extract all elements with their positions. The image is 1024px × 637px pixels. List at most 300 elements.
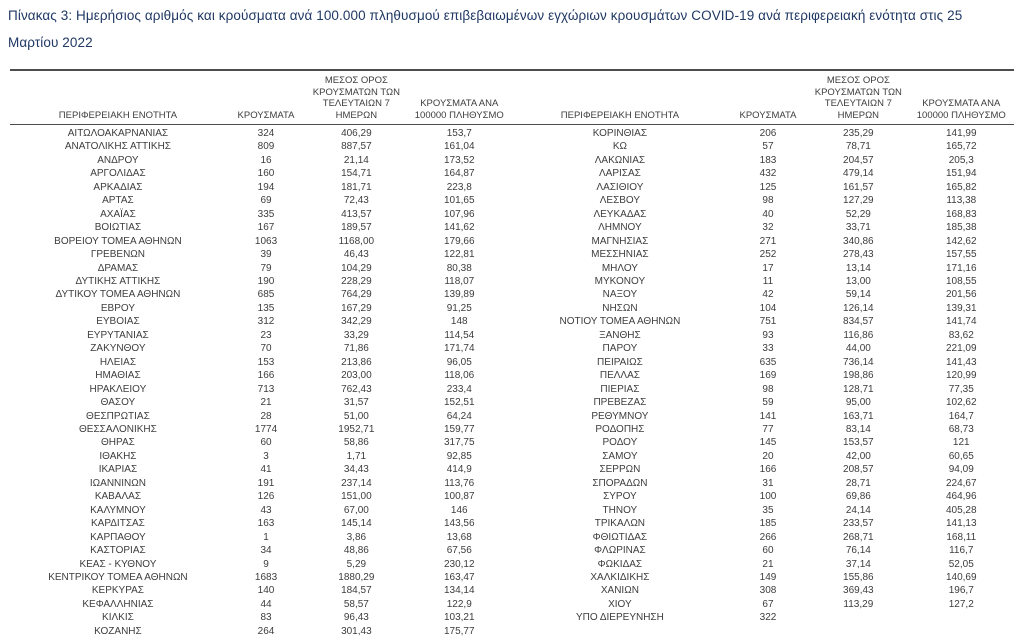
col-header-region-right: ΠΕΡΙΦΕΡΕΙΑΚΗ ΕΝΟΤΗΤΑ: [512, 70, 728, 125]
avg7-cell: 208,57: [843, 464, 874, 476]
region-cell: ΦΘΙΩΤΙΔΑΣ: [592, 531, 648, 543]
region-cell: ΦΛΩΡΙΝΑΣ: [594, 545, 646, 557]
avg7-cell: 51,00: [343, 410, 369, 422]
per100k-cell: 175,77: [443, 625, 475, 637]
region-cell: ΠΙΕΡΙΑΣ: [600, 383, 640, 395]
region-cell: ΘΑΣΟΥ: [100, 397, 136, 409]
per100k-cell: 141,43: [945, 356, 977, 368]
region-cell: ΝΗΣΩΝ: [602, 302, 638, 314]
cases-cell: 104: [759, 302, 777, 314]
per100k-cell: 60,65: [948, 450, 974, 462]
cases-cell: 40: [762, 208, 774, 220]
avg7-cell: 33,71: [845, 222, 871, 234]
region-cell: ΛΑΡΙΣΑΣ: [598, 168, 641, 180]
cases-cell: 166: [257, 370, 275, 382]
avg7-cell: 762,43: [341, 383, 372, 395]
per100k-cell: 163,47: [443, 571, 475, 583]
table-row: [10, 369, 1014, 382]
table-row: [10, 517, 1014, 530]
region-cell: ΙΚΑΡΙΑΣ: [98, 464, 138, 476]
region-cell: ΑΡΓΟΛΙΔΑΣ: [90, 168, 146, 180]
cases-cell: 98: [762, 195, 774, 207]
col-header-avg7-right: ΜΕΣΟΣ ΟΡΟΣ ΚΡΟΥΣΜΑΤΩΝ ΤΩΝ ΤΕΛΕΥΤΑΙΩΝ 7 ΗΜΕΡΩΝ: [808, 70, 908, 125]
per100k-cell: 148: [450, 316, 468, 328]
table-row: [10, 490, 1014, 503]
table-row: [10, 302, 1014, 315]
per100k-cell: 173,52: [443, 154, 475, 166]
per100k-cell: 134,14: [443, 585, 475, 597]
per100k-cell: 171,74: [443, 343, 475, 355]
region-cell: ΔΡΑΜΑΣ: [97, 262, 139, 274]
table-row: [10, 598, 1014, 611]
region-cell: ΑΡΚΑΔΙΑΣ: [93, 181, 143, 193]
table-row: [10, 383, 1014, 396]
per100k-cell: 152,51: [443, 397, 475, 409]
cases-cell: 163: [257, 518, 275, 530]
cases-cell: 194: [257, 181, 275, 193]
cases-cell: 59: [762, 397, 774, 409]
region-cell: [512, 625, 728, 637]
cases-cell: 1774: [254, 423, 278, 435]
table-row: [10, 625, 1014, 637]
region-cell: ΚΑΡΔΙΤΣΑΣ: [90, 518, 145, 530]
table-row: [10, 315, 1014, 328]
cases-cell: 809: [257, 141, 275, 153]
cases-cell: 83: [260, 612, 272, 624]
table-row: [10, 288, 1014, 301]
avg7-cell: 46,43: [343, 249, 369, 261]
region-cell: ΧΑΝΙΩΝ: [600, 585, 639, 597]
per100k-cell: 405,28: [945, 504, 977, 516]
table-row: [10, 235, 1014, 248]
avg7-cell: 340,86: [843, 235, 874, 247]
cases-cell: 67: [762, 598, 774, 610]
cases-cell: 141: [759, 410, 777, 422]
avg7-cell: 59,14: [845, 289, 871, 301]
covid-cases-table-container: [10, 69, 1014, 637]
avg7-cell: 116,86: [843, 329, 874, 341]
avg7-cell: 48,86: [343, 545, 369, 557]
avg7-cell: 1880,29: [338, 571, 375, 583]
cases-cell: 1063: [254, 235, 278, 247]
cases-cell: 685: [257, 289, 275, 301]
col-header-per100k-right: ΚΡΟΥΣΜΑΤΑ ΑΝΑ 100000 ΠΛΗΘΥΣΜΟ: [909, 70, 1014, 125]
region-cell: ΗΜΑΘΙΑΣ: [95, 370, 141, 382]
avg7-cell: 268,71: [843, 531, 874, 543]
per100k-cell: 159,77: [443, 423, 475, 435]
per100k-cell: [909, 625, 1014, 637]
per100k-cell: 122,81: [443, 249, 475, 261]
avg7-cell: 834,57: [843, 316, 874, 328]
cases-cell: 28: [260, 410, 272, 422]
per100k-cell: 108,55: [945, 275, 977, 287]
per100k-cell: 103,21: [443, 612, 475, 624]
cases-cell: 126: [257, 491, 275, 503]
avg7-cell: 42,00: [845, 450, 871, 462]
per100k-cell: 118,07: [444, 275, 475, 287]
table-row: [10, 544, 1014, 557]
avg7-cell: 181,71: [341, 181, 372, 193]
region-cell: ΛΑΣΙΘΙΟΥ: [596, 181, 644, 193]
cases-cell: 432: [759, 168, 777, 180]
per100k-cell: 464,96: [945, 491, 977, 503]
per100k-cell: 13,68: [446, 531, 472, 543]
avg7-cell: 278,43: [843, 249, 874, 261]
per100k-cell: 52,05: [948, 558, 974, 570]
cases-cell: 21: [762, 558, 774, 570]
per100k-cell: 168,83: [945, 208, 977, 220]
table-row: [10, 477, 1014, 490]
per100k-cell: 107,96: [443, 208, 475, 220]
cases-cell: 3: [263, 450, 269, 462]
region-cell: ΡΟΔΟΠΗΣ: [595, 423, 645, 435]
region-cell: ΘΕΣΣΑΛΟΝΙΚΗΣ: [79, 423, 157, 435]
per100k-cell: 317,75: [443, 437, 475, 449]
avg7-cell: 31,57: [343, 397, 369, 409]
cases-cell: [728, 625, 808, 637]
per100k-cell: 77,35: [948, 383, 974, 395]
avg7-cell: [808, 611, 908, 624]
per100k-cell: 141,99: [945, 128, 977, 139]
cases-cell: 125: [759, 181, 777, 193]
cases-cell: 44: [260, 598, 272, 610]
avg7-cell: 887,57: [341, 141, 372, 153]
cases-cell: 252: [759, 249, 777, 261]
per100k-cell: 157,55: [945, 249, 977, 261]
cases-cell: 17: [762, 262, 774, 274]
per100k-cell: 205,3: [948, 154, 974, 166]
per100k-cell: 118,06: [444, 370, 475, 382]
avg7-cell: 1168,00: [338, 235, 375, 247]
cases-cell: 39: [260, 249, 272, 261]
cases-cell: 322: [759, 612, 777, 624]
region-cell: ΚΟΖΑΝΗΣ: [94, 625, 142, 637]
region-cell: ΚΕΑΣ - ΚΥΘΝΟΥ: [79, 558, 157, 570]
cases-cell: 190: [257, 275, 275, 287]
per100k-cell: 223,8: [446, 181, 472, 193]
region-cell: ΝΟΤΙΟΥ ΤΟΜΕΑ ΑΘΗΝΩΝ: [559, 316, 681, 328]
per100k-cell: 68,73: [948, 423, 974, 435]
avg7-cell: 153,57: [843, 437, 874, 449]
region-cell: ΑΧΑΪΑΣ: [100, 208, 136, 220]
region-cell: ΑΝΑΤΟΛΙΚΗΣ ΑΤΤΙΚΗΣ: [64, 141, 171, 153]
per100k-cell: 165,82: [945, 181, 977, 193]
region-cell: ΚΙΛΚΙΣ: [102, 612, 134, 624]
region-cell: ΚΩ: [612, 141, 627, 153]
per100k-cell: 101,65: [443, 195, 475, 207]
avg7-cell: 21,14: [343, 154, 369, 166]
table-row: [10, 450, 1014, 463]
avg7-cell: 127,29: [843, 195, 874, 207]
cases-cell: 160: [257, 168, 275, 180]
table-row: [10, 436, 1014, 449]
cases-cell: 11: [762, 275, 774, 287]
cases-cell: 635: [759, 356, 777, 368]
cases-cell: 20: [762, 450, 774, 462]
avg7-cell: 34,43: [343, 464, 369, 476]
avg7-cell: 369,43: [843, 585, 874, 597]
cases-cell: 271: [759, 235, 777, 247]
per100k-cell: 143,56: [443, 518, 475, 530]
table-row: [10, 181, 1014, 194]
table-row: [10, 356, 1014, 369]
region-cell: ΚΑΒΑΛΑΣ: [94, 491, 142, 503]
cases-cell: 1: [263, 531, 269, 543]
region-cell: ΛΕΣΒΟΥ: [599, 195, 641, 207]
table-row: [10, 221, 1014, 234]
avg7-cell: 237,14: [341, 477, 372, 489]
table-row: [10, 208, 1014, 221]
per100k-cell: 120,99: [945, 370, 977, 382]
table-row: [10, 125, 1014, 141]
region-cell: ΠΑΡΟΥ: [602, 343, 638, 355]
avg7-cell: 1,71: [346, 450, 367, 462]
per100k-cell: 141,62: [443, 222, 475, 234]
avg7-cell: 83,14: [845, 423, 871, 435]
per100k-cell: 140,69: [945, 571, 977, 583]
cases-cell: 312: [257, 316, 275, 328]
cases-cell: 35: [762, 504, 774, 516]
cases-cell: 16: [260, 154, 272, 166]
region-cell: ΒΟΙΩΤΙΑΣ: [94, 222, 142, 234]
avg7-cell: 126,14: [843, 302, 874, 314]
region-cell: ΚΑΡΠΑΘΟΥ: [90, 531, 146, 543]
cases-cell: 264: [257, 625, 275, 637]
cases-cell: 206: [759, 128, 777, 139]
table-row: [10, 558, 1014, 571]
cases-cell: 324: [257, 128, 275, 139]
region-cell: ΧΑΛΚΙΔΙΚΗΣ: [590, 571, 650, 583]
cases-cell: 169: [759, 370, 777, 382]
cases-cell: 166: [759, 464, 777, 476]
per100k-cell: 127,2: [948, 598, 974, 610]
region-cell: ΣΑΜΟΥ: [602, 450, 638, 462]
avg7-cell: 95,00: [845, 397, 871, 409]
per100k-cell: 67,56: [446, 545, 472, 557]
cases-cell: 21: [260, 397, 272, 409]
table-caption: Πίνακας 3: Ημερήσιος αριθμός και κρούσματα ανά 100.000 πληθυσμού επιβεβαιωμένων εγχώριων κρουσμάτων COVID-19 ανά περιφερειακή ενότητα στις 25 Μαρτίου 2022: [8, 8, 963, 50]
avg7-cell: 189,57: [341, 222, 372, 234]
per100k-cell: 94,09: [948, 464, 974, 476]
avg7-cell: 33,29: [343, 329, 369, 341]
region-cell: ΧΙΟΥ: [608, 598, 632, 610]
avg7-cell: 5,29: [346, 558, 367, 570]
region-cell: ΣΕΡΡΩΝ: [599, 464, 641, 476]
cases-cell: 23: [260, 329, 272, 341]
region-cell: ΘΗΡΑΣ: [101, 437, 135, 449]
per100k-cell: 80,38: [446, 262, 472, 274]
avg7-cell: 44,00: [845, 343, 871, 355]
cases-cell: 191: [257, 477, 275, 489]
avg7-cell: 161,57: [843, 181, 874, 193]
avg7-cell: 198,86: [843, 370, 874, 382]
cases-cell: 93: [762, 329, 774, 341]
table-row: [10, 423, 1014, 436]
per100k-cell: 116,7: [949, 545, 974, 557]
avg7-cell: 736,14: [843, 356, 874, 368]
avg7-cell: 24,14: [845, 504, 871, 516]
region-cell: ΕΥΡΥΤΑΝΙΑΣ: [87, 329, 149, 341]
table-row: [10, 571, 1014, 584]
region-cell: ΠΡΕΒΕΖΑΣ: [593, 397, 647, 409]
per100k-cell: 121: [952, 437, 970, 449]
cases-cell: 98: [762, 383, 774, 395]
region-cell: ΜΑΓΝΗΣΙΑΣ: [591, 235, 649, 247]
table-header: [10, 70, 1014, 125]
cases-cell: 1683: [254, 571, 278, 583]
region-cell: ΤΗΝΟΥ: [602, 504, 638, 516]
per100k-cell: 185,38: [945, 222, 977, 234]
region-cell: ΚΕΦΑΛΛΗΝΙΑΣ: [82, 598, 154, 610]
cases-cell: 79: [260, 262, 272, 274]
per100k-cell: 83,62: [948, 329, 974, 341]
avg7-cell: 155,86: [843, 571, 874, 583]
col-header-per100k-left: ΚΡΟΥΣΜΑΤΑ ΑΝΑ 100000 ΠΛΗΘΥΣΜΟ: [407, 70, 512, 125]
region-cell: ΥΠΟ ΔΙΕΡΕΥΝΗΣΗ: [575, 612, 664, 624]
region-cell: ΑΡΤΑΣ: [102, 195, 134, 207]
avg7-cell: 413,57: [341, 208, 372, 220]
avg7-cell: 58,86: [343, 437, 369, 449]
per100k-cell: 91,25: [446, 302, 472, 314]
header-row: [10, 70, 1014, 125]
per100k-cell: 196,7: [948, 585, 974, 597]
region-cell: ΘΕΣΠΡΩΤΙΑΣ: [86, 410, 150, 422]
table-row: [10, 140, 1014, 153]
region-cell: ΙΩΑΝΝΙΝΩΝ: [89, 477, 146, 489]
cases-cell: 42: [762, 289, 774, 301]
table-row: [10, 396, 1014, 409]
cases-cell: 335: [257, 208, 275, 220]
per100k-cell: 114,54: [444, 329, 475, 341]
per100k-cell: 233,4: [446, 383, 472, 395]
cases-cell: 60: [762, 545, 774, 557]
per100k-cell: 122,9: [446, 598, 472, 610]
per100k-cell: 165,72: [945, 141, 977, 153]
table-row: [10, 463, 1014, 476]
per100k-cell: 139,89: [443, 289, 475, 301]
region-cell: ΑΝΔΡΟΥ: [97, 154, 139, 166]
region-cell: ΠΕΛΛΑΣ: [599, 370, 640, 382]
region-cell: ΒΟΡΕΙΟΥ ΤΟΜΕΑ ΑΘΗΝΩΝ: [54, 235, 182, 247]
avg7-cell: 72,43: [343, 195, 369, 207]
cases-cell: 713: [257, 383, 275, 395]
avg7-cell: 113,29: [843, 598, 874, 610]
region-cell: ΡΕΘΥΜΝΟΥ: [591, 410, 649, 422]
avg7-cell: 78,71: [845, 141, 871, 153]
avg7-cell: 67,00: [343, 504, 369, 516]
col-header-cases-left: ΚΡΟΥΣΜΑΤΑ: [226, 70, 306, 125]
cases-cell: 100: [759, 491, 777, 503]
avg7-cell: 479,14: [843, 168, 874, 180]
cases-cell: 32: [762, 222, 774, 234]
region-cell: ΛΗΜΝΟΥ: [598, 222, 642, 234]
region-cell: ΚΑΛΥΜΝΟΥ: [90, 504, 146, 516]
region-cell: ΑΙΤΩΛΟΑΚΑΡΝΑΝΙΑΣ: [67, 128, 169, 139]
cases-cell: 60: [260, 437, 272, 449]
cases-cell: 43: [260, 504, 272, 516]
cases-cell: 153: [257, 356, 275, 368]
avg7-cell: 71,86: [343, 343, 369, 355]
avg7-cell: 13,14: [845, 262, 871, 274]
per100k-cell: 221,09: [945, 343, 977, 355]
avg7-cell: 203,00: [341, 370, 372, 382]
per100k-cell: 100,87: [443, 491, 475, 503]
table-row: [10, 410, 1014, 423]
region-cell: ΡΟΔΟΥ: [602, 437, 638, 449]
table-row: [10, 531, 1014, 544]
avg7-cell: 342,29: [341, 316, 372, 328]
region-cell: ΛΕΥΚΑΔΑΣ: [593, 208, 647, 220]
cases-cell: 70: [260, 343, 272, 355]
avg7-cell: 37,14: [845, 558, 871, 570]
avg7-cell: 235,29: [843, 128, 874, 139]
cases-cell: 77: [762, 423, 774, 435]
avg7-cell: 58,57: [343, 598, 369, 610]
table-row: [10, 329, 1014, 342]
per100k-cell: 164,7: [948, 410, 974, 422]
cases-cell: 34: [260, 545, 272, 557]
table-body: [10, 125, 1014, 637]
region-cell: ΜΕΣΣΗΝΙΑΣ: [591, 249, 649, 261]
per100k-cell: 96,05: [446, 356, 472, 368]
avg7-cell: 3,86: [346, 531, 367, 543]
per100k-cell: 64,24: [446, 410, 472, 422]
cases-cell: 145: [759, 437, 777, 449]
region-cell: ΠΕΙΡΑΙΩΣ: [597, 356, 643, 368]
cases-cell: 31: [762, 477, 774, 489]
per100k-cell: [909, 611, 1014, 624]
region-cell: ΔΥΤΙΚΟΥ ΤΟΜΕΑ ΑΘΗΝΩΝ: [55, 289, 181, 301]
avg7-cell: 1952,71: [338, 423, 375, 435]
region-cell: ΣΥΡΟΥ: [603, 491, 637, 503]
table-row: [10, 248, 1014, 261]
table-row: [10, 262, 1014, 275]
region-cell: ΗΛΕΙΑΣ: [99, 356, 137, 368]
avg7-cell: 96,43: [343, 612, 369, 624]
region-cell: ΗΡΑΚΛΕΙΟΥ: [89, 383, 147, 395]
table-row: [10, 584, 1014, 597]
region-cell: ΔΥΤΙΚΗΣ ΑΤΤΙΚΗΣ: [75, 275, 161, 287]
col-header-region-left: ΠΕΡΙΦΕΡΕΙΑΚΗ ΕΝΟΤΗΤΑ: [10, 70, 226, 125]
region-cell: ΜΥΚΟΝΟΥ: [594, 275, 646, 287]
region-cell: ΓΡΕΒΕΝΩΝ: [90, 249, 145, 261]
avg7-cell: 167,29: [341, 302, 372, 314]
avg7-cell: 184,57: [341, 585, 372, 597]
cases-cell: 167: [257, 222, 275, 234]
region-cell: ΙΘΑΚΗΣ: [99, 450, 137, 462]
cases-cell: 33: [762, 343, 774, 355]
table-row: [10, 342, 1014, 355]
avg7-cell: 764,29: [341, 289, 372, 301]
per100k-cell: 139,31: [945, 302, 977, 314]
per100k-cell: 161,04: [443, 141, 475, 153]
region-cell: ΣΠΟΡΑΔΩΝ: [592, 477, 648, 489]
per100k-cell: 224,67: [945, 477, 977, 489]
per100k-cell: 201,56: [945, 289, 977, 301]
cases-cell: 183: [759, 154, 777, 166]
avg7-cell: 128,71: [843, 383, 874, 395]
avg7-cell: 213,86: [341, 356, 372, 368]
avg7-cell: 406,29: [341, 128, 372, 139]
region-cell: ΝΑΞΟΥ: [602, 289, 638, 301]
cases-cell: 135: [257, 302, 275, 314]
avg7-cell: 28,71: [845, 477, 871, 489]
cases-cell: 308: [759, 585, 777, 597]
cases-cell: 9: [263, 558, 269, 570]
avg7-cell: 104,29: [341, 262, 372, 274]
region-cell: ΤΡΙΚΑΛΩΝ: [594, 518, 646, 530]
per100k-cell: 102,62: [945, 397, 977, 409]
